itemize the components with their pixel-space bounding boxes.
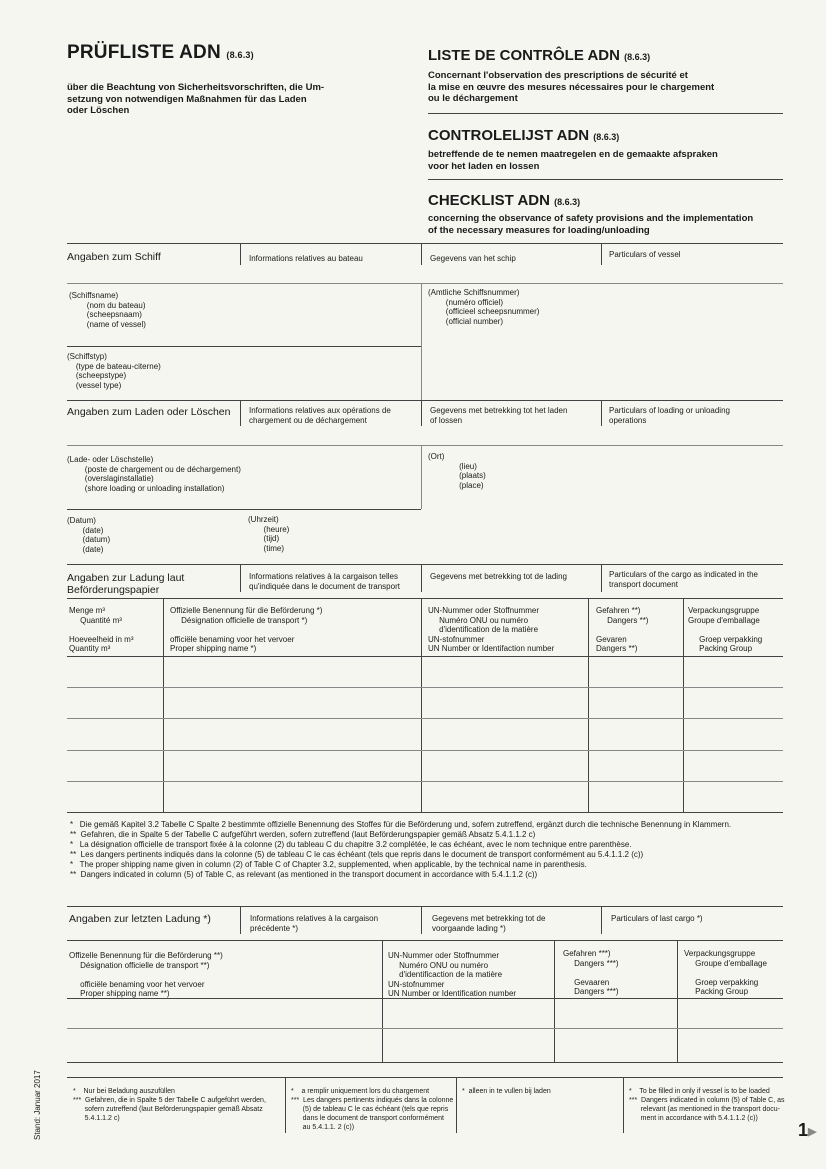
title-en: CHECKLIST ADN (8.6.3) (428, 192, 581, 209)
time-label: (Uhrzeit) (heure) (tijd) (time) (248, 515, 290, 553)
vessel-heading-fr: Informations relatives au bateau (249, 254, 363, 263)
footer-note-de: * Nur bei Beladung auszufüllen *** Gefahren, die in Spalte 5 der Tabelle C aufgeführt werden, sofern zutreffend (laut Beförderungspapier gemäß Absatz 5.4.1.1.2 c) (73, 1088, 266, 1122)
last-cargo-heading-de: Angaben zur letzten Ladung *) (69, 913, 211, 925)
cargo-footnote-1: * Die gemäß Kapitel 3.2 Tabelle C Spalte 2 bestimmte offizielle Benennung des Stoffes für die Beförderung und, sofern zutreffend, ergänzt durch die technische Benennung in Klammern. (70, 820, 732, 829)
date-label: (Datum) (date) (datum) (date) (67, 516, 111, 554)
cargo-col-shipping-name: Offizielle Benennung für die Beförderung *) Désignation officielle de transport *) officiële benaming voor het vervoer Proper shipping name *) (170, 606, 323, 653)
last-cargo-heading-en: Particulars of last cargo *) (611, 914, 703, 923)
cargo-heading-fr: Informations relatives à la cargaison telles qu'indiquée dans le document de transport (249, 572, 400, 591)
last-cargo-heading-nl: Gegevens met betrekking tot de voorgaande lading *) (432, 914, 546, 933)
last-cargo-col-dangers: Gefahren ***) Dangers ***) Gevaaren Dangers ***) (563, 949, 619, 996)
vessel-name-label: (Schiffsname) (nom du bateau) (scheepsnaam) (name of vessel) (69, 291, 146, 329)
title-de: PRÜFLISTE ADN (8.6.3) (67, 42, 254, 63)
subtitle-nl: betreffende de te nemen maatregelen en de gemaakte afspraken voor het laden en lossen (428, 149, 718, 172)
cargo-footnote-4: ** Les dangers pertinents indiqués dans la colonne (5) de tableau C le cas échéant (tels que repris dans le document de transport conformément au 5.4.1.1.2 (c)) (70, 850, 644, 859)
cargo-col-dangers: Gefahren **) Dangers **) Gevaren Dangers **) (596, 606, 649, 653)
operations-heading-en: Particulars of loading or unloading operations (609, 406, 730, 425)
footer-note-fr: * a remplir uniquement lors du chargement *** Les dangers pertinents indiqués dans la colonne (5) de tableau C le cas échéant (tels que repris dans le document de transport conformément au 5.4.1.1. 2 (c)) (291, 1088, 454, 1131)
cargo-col-un-number: UN-Nummer oder Stoffnummer Numéro ONU ou numéro d'identification de la matière UN-stofnummer UN Number or Identifaction number (428, 606, 555, 653)
vessel-heading-nl: Gegevens van het schip (430, 254, 516, 263)
operations-heading-nl: Gegevens met betrekking tot het laden of lossen (430, 406, 568, 425)
page-number: 1▶ (798, 1120, 817, 1140)
operations-heading-de: Angaben zum Laden oder Löschen (67, 406, 231, 418)
vessel-number-label: (Amtliche Schiffsnummer) (numéro officiel) (officieel scheepsnummer) (official number) (428, 288, 540, 326)
cargo-col-packing-group: Verpackungsgruppe Groupe d'emballage Groep verpakking Packing Group (688, 606, 763, 653)
time-field[interactable] (300, 540, 415, 560)
station-label: (Lade- oder Löschstelle) (poste de chargement ou de déchargement) (overslaginstallatie) (shore loading or unloading installation) (67, 455, 241, 493)
cargo-footnote-3: * La désignation officielle de transport fixée à la colonne (2) du tableau C du chapitre 3.2 complétée, le cas échéant, avec le nom technique entre parenthèse. (70, 840, 632, 849)
date-field[interactable] (120, 540, 235, 560)
vessel-number-field[interactable] (428, 327, 783, 345)
vessel-type-field[interactable] (140, 370, 420, 394)
last-cargo-table-body[interactable] (68, 999, 783, 1062)
footer-note-en: * To be filled in only if vessel is to be loaded *** Dangers indicated in column (5) of Table C, as relevant (as mentioned in the transport docu- ment in accordance with 5.4.1.1.2 (c)) (629, 1088, 785, 1122)
cargo-heading-en: Particulars of the cargo as indicated in the transport document (609, 570, 758, 589)
cargo-heading-nl: Gegevens met betrekking tot de lading (430, 572, 567, 581)
last-cargo-col-shipping-name: Offizelle Benennung für die Beförderung **) Désignation officielle de transport **) officiële benaming voor het vervoer Proper shipping name **) (69, 951, 223, 998)
subtitle-de: über die Beachtung von Sicherheitsvorschriften, die Um- setzung von notwendigen Maßnahmen für das Laden oder Löschen (67, 82, 325, 116)
place-label: (Ort) (lieu) (plaats) (place) (428, 452, 486, 490)
subtitle-fr: Concernant l'observation des prescriptions de sécurité et la mise en œuvre des mesures nécessaires pour le chargement ou le déchargement (428, 70, 715, 104)
title-nl: CONTROLELIJST ADN (8.6.3) (428, 127, 620, 144)
place-field[interactable] (428, 492, 783, 508)
vessel-heading-de: Angaben zum Schiff (67, 251, 161, 263)
operations-heading-fr: Informations relatives aux opérations de chargement ou de déchargement (249, 406, 391, 425)
cargo-footnote-6: ** Dangers indicated in column (5) of Table C, as relevant (as mentioned in the transport document in accordance with 5.4.1.1.2 (c)) (70, 870, 538, 879)
last-cargo-col-packing-group: Verpackungsgruppe Groupe d'emballage Groep verpakking Packing Group (684, 949, 767, 996)
cargo-footnote-5: * The proper shipping name given in column (2) of Table C of Chapter 3.2, supplemented, when applicable, by the technical name in parenthesis. (70, 860, 587, 869)
subtitle-en: concerning the observance of safety provisions and the implementation of the necessary measures for loading/unloading (428, 213, 754, 236)
cargo-footnote-2: ** Gefahren, die in Spalte 5 der Tabelle C aufgeführt werden, sofern zutreffend (laut Beförderungspapier gemäß Absatz 5.4.1.1.2 c) (70, 830, 536, 839)
vessel-name-field[interactable] (69, 327, 419, 345)
last-cargo-col-un-number: UN-Nummer oder Stoffnummer Numéro ONU ou numéro d'identificaction de la matière UN-stofnummer UN Number or Identification number (388, 951, 517, 998)
station-field[interactable] (69, 492, 419, 508)
footer-note-nl: * alleen in te vullen bij laden (462, 1088, 551, 1095)
page-arrow-icon: ▶ (808, 1125, 817, 1138)
title-fr: LISTE DE CONTRÔLE ADN (8.6.3) (428, 47, 651, 64)
cargo-col-quantity: Menge m³ Quantité m³ Hoeveelheid in m³ Quantity m³ (69, 606, 134, 653)
cargo-table-body[interactable] (68, 657, 783, 812)
vessel-heading-en: Particulars of vessel (609, 250, 681, 259)
cargo-heading-de: Angaben zur Ladung laut Beförderungspapier (67, 572, 185, 596)
last-cargo-heading-fr: Informations relatives à la cargaison précédente *) (250, 914, 379, 933)
revision-date: Stand: Januar 2017 (33, 1070, 42, 1140)
vessel-type-label: (Schiffstyp) (type de bateau-citerne) (scheepstype) (vessel type) (67, 352, 161, 390)
